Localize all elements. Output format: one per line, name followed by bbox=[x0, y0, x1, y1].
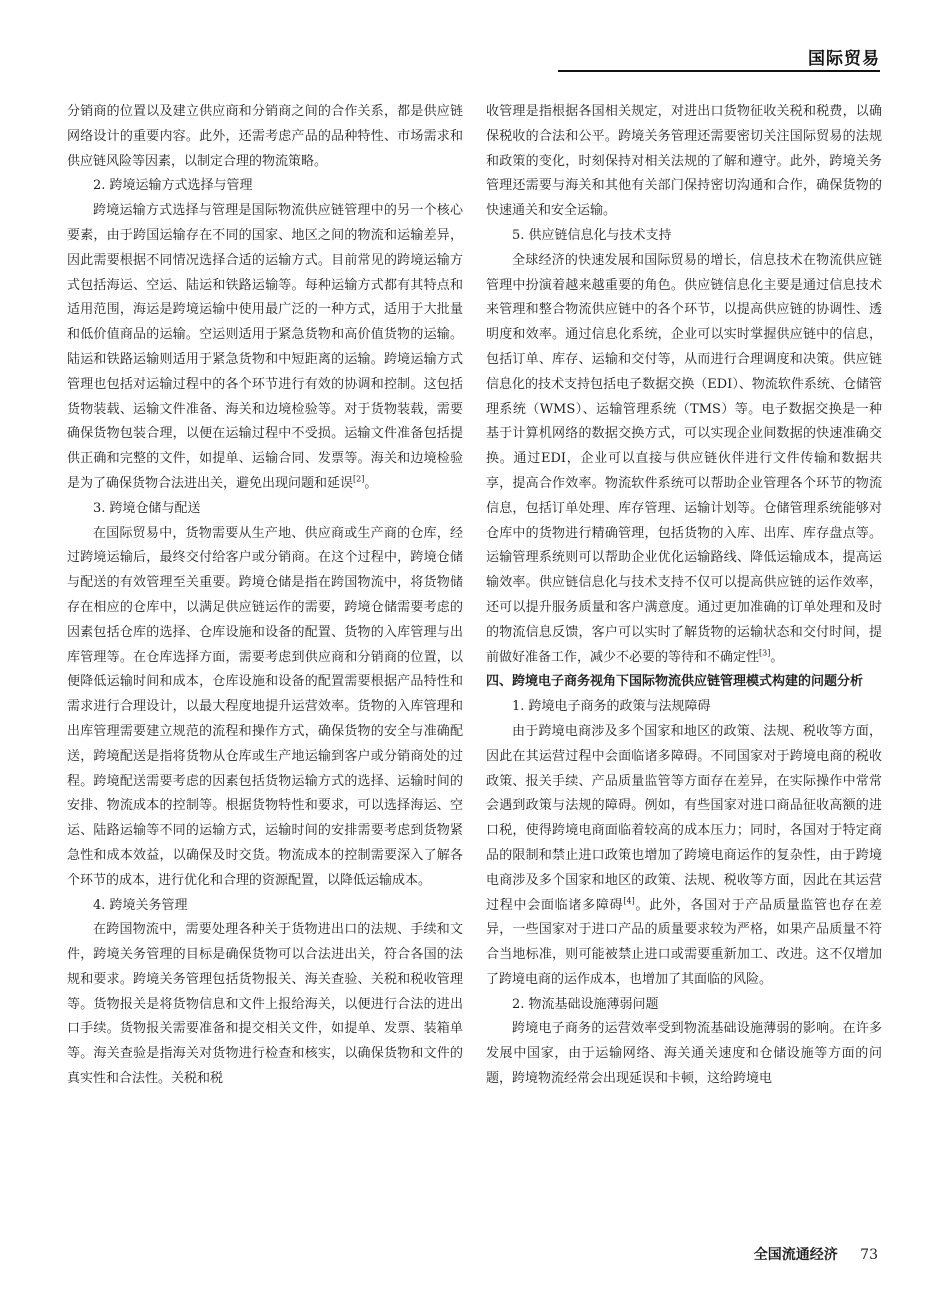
paragraph-text: 在跨国物流中，需要处理各种关于货物进出口的法规、手续和文件，跨境关务管理的目标是确保货物可以合法进出关，符合各国的法规和要求。跨境关务管理包括货物报关、海关查验、关税和税收管理等。货物报关是将货物信息和文件上报给海关，以便进行合法的进出口手续。货物报关需要准备和提交相关文件，如提单、发票、装箱单等。海关查验是指海关对货物进行检查和核实，以确保货物和文件的真实性和合法性。关税和税 bbox=[67, 922, 463, 1087]
paragraph-text: 跨境运输方式选择与管理是国际物流供应链管理中的另一个核心要素，由于跨国运输存在不同的国家、地区之间的物流和运输差异，因此需要根据不同情况选择合适的运输方式。目前常见的跨境运输方式包括海运、空运、陆运和铁路运输等。每种运输方式都有其特点和适用范围，海运是跨境运输中使用最广泛的一种方式，适用于大批量和低价值商品的运输。空运则适用于紧急货物和高价值货物的运输。陆运和铁路运输则适用于紧急货物和中短距离的运输。跨境运输方式管理也包括对运输过程中的各个环节进行有效的协调和控制。这包括货物装载、运输文件准备、海关和边境检验等。对于货物装载，需要确保货物包装合理，以便在运输过程中不受损。运输文件准备包括提供正确和完整的文件，如提单、运输合同、发票等。海关和边境检验是为了确保货物合法进出关，避免出现问题和延误 bbox=[67, 203, 463, 491]
citation-ref: [4] bbox=[623, 896, 635, 906]
paragraph-text: 由于跨境电商涉及多个国家和地区的政策、法规、税收等方面，因此在其运营过程中会面临诸多障碍。不同国家对于跨境电商的税收政策、报关手续、产品质量监管等方面存在差异，在实际操作中常常会遇到政策与法规的障碍。例如，有些国家对进口商品征收高额的进口税，使得跨境电商面临着较高的成本压力；同时，各国对于特定商品的限制和禁止进口政策也增加了跨境电商运作的复杂性，由于跨境电商涉及多个国家和地区的政策、法规、税收等方面，因此在其运营过程中会面临诸多障碍 bbox=[486, 723, 882, 913]
paragraph-text-tail: 。此外，各国对于产品质量监管也存在差异，一些国家对于进口产品的质量要求较为严格，如果产品质量不符合当地标准，则可能被禁止进口或需要重新加工、改进。这不仅增加了跨境电商的运作成本，也增加了其面临的风险。 bbox=[486, 897, 882, 987]
paragraph-text: 2. 跨境运输方式选择与管理 bbox=[93, 178, 253, 194]
paragraph bbox=[486, 1017, 882, 1091]
subsection-heading bbox=[486, 993, 882, 1018]
paragraph-text-tail: 。 bbox=[770, 649, 784, 665]
paragraph bbox=[67, 918, 463, 1092]
paragraph bbox=[67, 199, 463, 497]
journal-name: 全国流通经济 bbox=[753, 1247, 838, 1263]
paragraph-text: 1. 跨境电子商务的政策与法规障碍 bbox=[512, 699, 711, 715]
subsection-heading bbox=[67, 894, 463, 919]
paragraph-text: 3. 跨境仓储与配送 bbox=[93, 500, 201, 516]
paragraph bbox=[486, 249, 882, 671]
paragraph-text: 5. 供应链信息化与技术支持 bbox=[512, 227, 672, 243]
paragraph-text: 在国际贸易中，货物需要从生产地、供应商或生产商的仓库，经过跨境运输后，最终交付给客户或分销商。在这个过程中，跨境仓储与配送的有效管理至关重要。跨境仓储是指在跨国物流中，将货物储存在相应的仓库中，以满足供应链运作的需要，跨境仓储需要考虑的因素包括仓库的选择、仓库设施和设备的配置、货物的入库管理与出库管理等。在仓库选择方面，需要考虑到供应商和分销商的位置，以便降低运输时间和成本，仓库设施和设备的配置需要根据产品特性和需求进行合理设计，以最大程度地提升运营效率。货物的入库管理和出库管理需要建立规范的流程和操作方式，确保货物的安全与准确配送，跨境配送是指将货物从仓库或生产地运输到客户或分销商处的过程。跨境配送需要考虑的因素包括货物运输方式的选择、运输时间的安排、物流成本的控制等。根据货物特性和要求，可以选择海运、空运、陆路运输等不同的运输方式，运输时间的安排需要考虑到货物紧急性和成本效益，以确保及时交货。物流成本的控制需要深入了解各个环节的成本，进行优化和合理的资源配置，以降低运输成本。 bbox=[67, 525, 463, 888]
paragraph bbox=[67, 522, 463, 894]
subsection-heading bbox=[486, 695, 882, 720]
left-column bbox=[67, 100, 463, 1092]
paragraph-continued bbox=[67, 100, 463, 174]
paragraph-text: 分销商的位置以及建立供应商和分销商之间的合作关系，都是供应链网络设计的重要内容。此外，还需考虑产品的品种特性、市场需求和供应链风险等因素，以制定合理的物流策略。 bbox=[67, 104, 463, 169]
paragraph-text: 四、跨境电子商务视角下国际物流供应链管理模式构建的问题分析 bbox=[486, 674, 864, 690]
section-header: 国际贸易 bbox=[808, 49, 880, 69]
paragraph-text: 全球经济的快速发展和国际贸易的增长，信息技术在物流供应链管理中扮演着越来越重要的角色。供应链信息化主要是通过信息技术来管理和整合物流供应链中的各个环节，以提高供应链的协调性、透明度和效率。通过信息化系统，企业可以实时掌握供应链中的信息，包括订单、库存、运输和交付等，从而进行合理调度和决策。供应链信息化的技术支持包括电子数据交换（EDI）、物流软件系统、仓储管理系统（WMS）、运输管理系统（TMS）等。电子数据交换是一种基于计算机网络的数据交换方式，可以实现企业间数据的快速准确交换。通过EDI，企业可以直接与供应链伙伴进行文件传输和数据共享，提高合作效率。物流软件系统可以帮助企业管理各个环节的物流信息，包括订单处理、库存管理、运输计划等。仓储管理系统能够对仓库中的货物进行精确管理，包括货物的入库、出库、库存盘点等。运输管理系统则可以帮助企业优化运输路线、降低运输成本，提高运输效率。供应链信息化与技术支持不仅可以提高供应链的运作效率，还可以提升服务质量和客户满意度。通过更加准确的订单处理和及时的物流信息反馈，客户可以实时了解货物的运输状态和交付时间，提前做好准备工作，减少不必要的等待和不确定性 bbox=[486, 252, 882, 665]
subsection-heading bbox=[67, 174, 463, 199]
header-rule bbox=[558, 70, 880, 72]
citation-ref: [2] bbox=[353, 474, 365, 484]
paragraph-text: 收管理是指根据各国相关规定，对进出口货物征收关税和税费，以确保税收的合法和公平。跨境关务管理还需要密切关注国际贸易的法规和政策的变化，时刻保持对相关法规的了解和遵守。此外，跨境关务管理还需要与海关和其他有关部门保持密切沟通和合作，确保货物的快速通关和安全运输。 bbox=[486, 104, 882, 219]
page-footer bbox=[754, 1244, 878, 1264]
citation-ref: [3] bbox=[759, 648, 771, 658]
paragraph bbox=[486, 720, 882, 993]
section-heading bbox=[486, 670, 882, 695]
paragraph-text-tail: 。 bbox=[364, 475, 378, 491]
paragraph-text: 2. 物流基础设施薄弱问题 bbox=[512, 996, 659, 1012]
paragraph-continued bbox=[486, 100, 882, 224]
subsection-heading bbox=[486, 224, 882, 249]
paragraph-text: 4. 跨境关务管理 bbox=[93, 897, 188, 913]
right-column bbox=[486, 100, 882, 1092]
paragraph-text: 跨境电子商务的运营效率受到物流基础设施薄弱的影响。在许多发展中国家，由于运输网络、海关通关速度和仓储设施等方面的问题，跨境物流经常会出现延误和卡顿，这给跨境电 bbox=[486, 1021, 882, 1087]
page-number: 73 bbox=[860, 1247, 878, 1263]
subsection-heading bbox=[67, 497, 463, 522]
